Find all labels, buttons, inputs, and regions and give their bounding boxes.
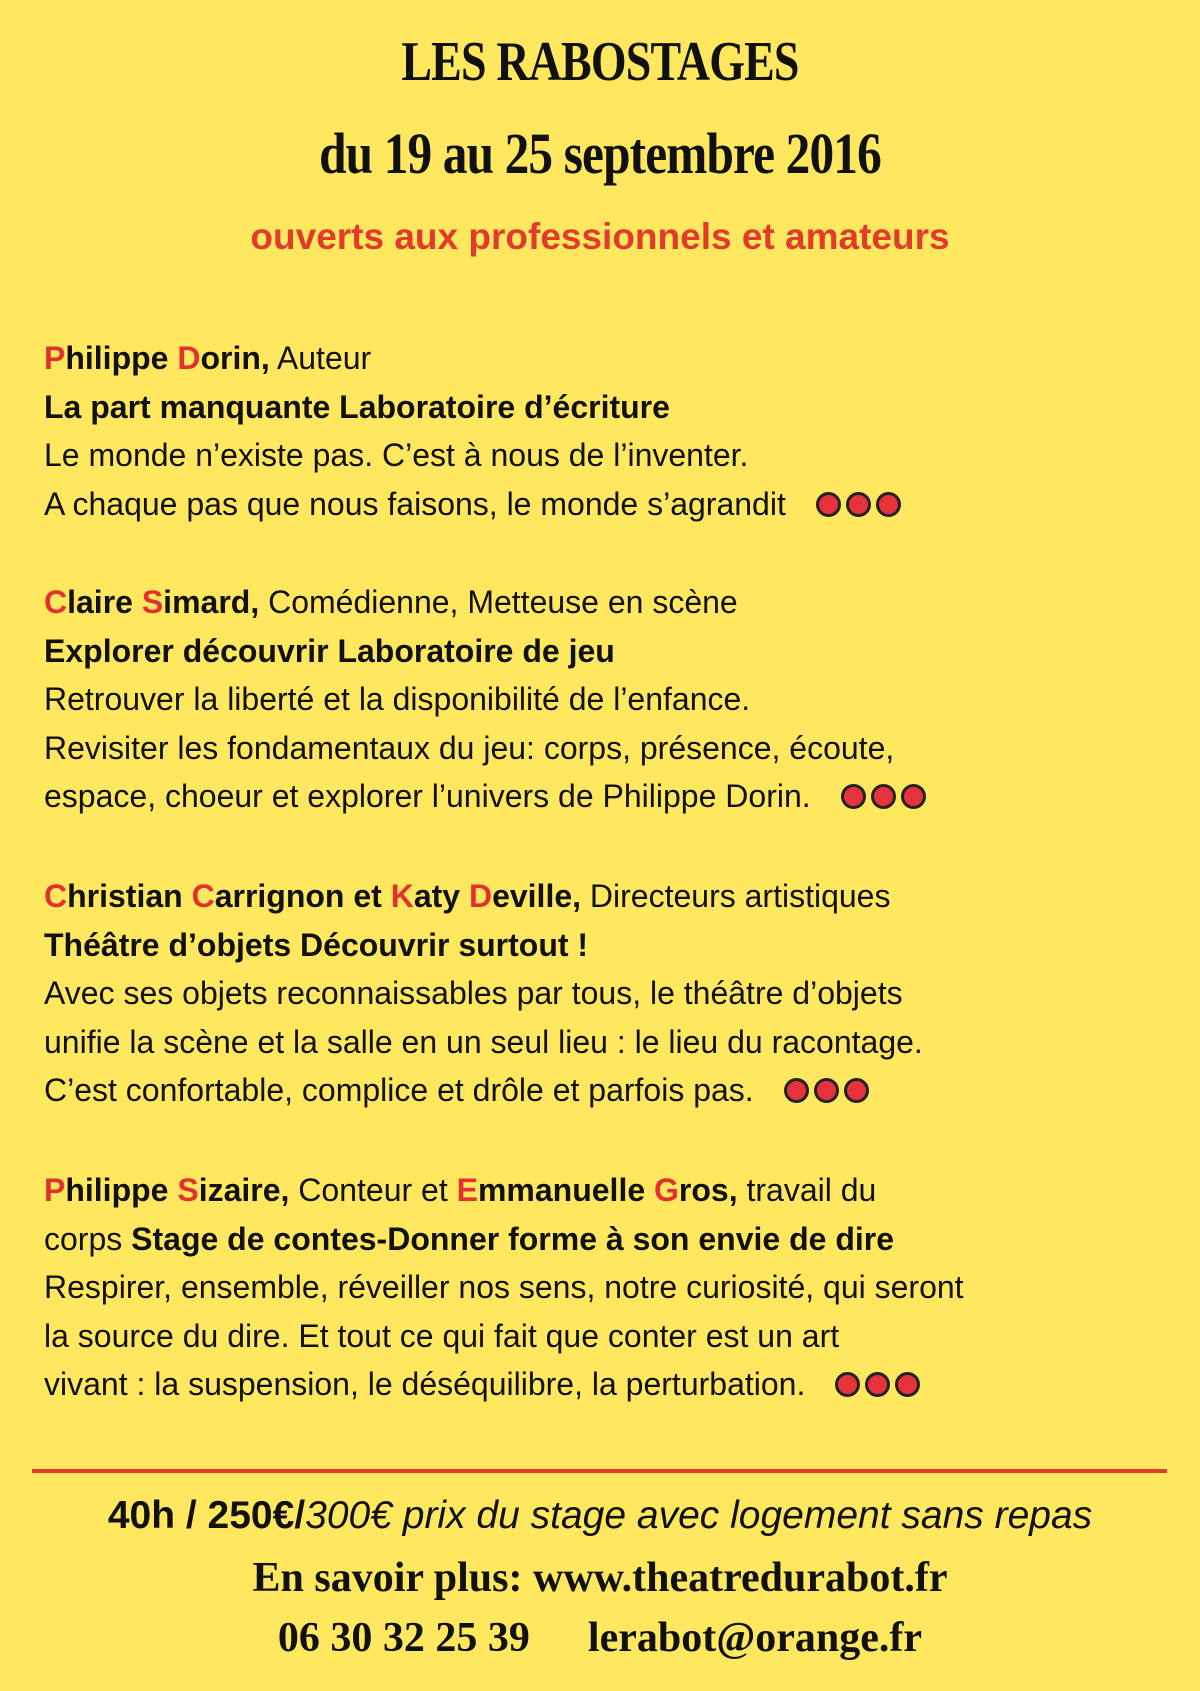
price-line (0, 1494, 1200, 1538)
workshop-title: Explorer découvrir Laboratoire de jeu (44, 632, 615, 669)
initial: C (44, 584, 68, 620)
name-part: mmanuelle (477, 1172, 655, 1208)
divider (32, 1469, 1167, 1473)
name-part: orin, (200, 340, 270, 376)
three-dots-icon (816, 480, 906, 529)
date-range: du 19 au 25 septembre 2016 (319, 121, 881, 186)
name-part: izaire, (198, 1172, 290, 1208)
workshop-description-line: Le monde n’existe pas. C’est à nous de l’inventer. (44, 437, 749, 473)
initial: C (191, 878, 215, 914)
description-text: A chaque pas que nous faisons, le monde s’agrandit (44, 485, 786, 522)
workshop-description-line: la source du dire. Et tout ce qui fait que conter est un art (44, 1317, 840, 1354)
presenter-role: Comédienne, Metteuse en scène (259, 584, 738, 620)
description-text: C’est confortable, complice et drôle et parfois pas. (44, 1072, 754, 1108)
three-dots-icon (835, 1360, 925, 1409)
name-part: arrignon et (214, 878, 391, 914)
workshop-title: Stage de contes-Donner forme à son envie de dire (131, 1220, 894, 1257)
workshop-title-line (44, 1215, 1174, 1264)
title-prefix: corps (44, 1220, 132, 1257)
workshop-carrignon-deville (44, 872, 1174, 1115)
name-part: laire (67, 584, 142, 620)
workshop-description-line (44, 1360, 1174, 1409)
contact-line (0, 1614, 1200, 1662)
workshop-presenters (44, 578, 1174, 627)
name-part: eville, (492, 878, 582, 914)
three-dots-icon (841, 772, 931, 821)
price-bold: 40h / 250€/ (107, 1494, 306, 1537)
initial: P (44, 1172, 66, 1208)
workshop-presenters (44, 872, 1174, 921)
workshop-title: Théâtre d’objets Découvrir surtout ! (44, 926, 589, 963)
initial: K (390, 878, 414, 914)
audience-subtitle: ouverts aux professionnels et amateurs (250, 216, 950, 257)
workshop-description-line (44, 1066, 1174, 1115)
initial: P (44, 340, 66, 376)
workshop-sizaire-gros (44, 1166, 1174, 1409)
initial: D (177, 340, 201, 376)
initial: E (456, 1172, 478, 1208)
description-text: espace, choeur et explorer l’univers de Philippe Dorin. (44, 778, 811, 814)
name-part: hilippe (65, 1172, 178, 1208)
workshop-description-line: unifie la scène et la salle en un seul lieu : le lieu du racontage. (44, 1023, 923, 1060)
presenter-role: Auteur (269, 340, 372, 376)
phone-number[interactable]: 06 30 32 25 39 (277, 1615, 530, 1661)
description-text: vivant : la suspension, le déséquilibre, la perturbation. (44, 1366, 806, 1402)
more-info-link[interactable]: En savoir plus: www.theatredurabot.fr (252, 1555, 948, 1601)
page-title: LES RABOSTAGES (401, 31, 799, 93)
workshop-presenters (44, 1166, 1174, 1215)
name-part: aty (413, 878, 469, 914)
initial: S (141, 584, 164, 620)
initial: C (44, 878, 68, 914)
name-part: hilippe (65, 340, 178, 376)
workshop-description-line (44, 772, 1174, 821)
presenter-role: Directeurs artistiques (581, 878, 891, 914)
name-part: ros, (678, 1172, 738, 1208)
initial: G (654, 1172, 679, 1208)
workshop-description-line: Avec ses objets reconnaissables par tous, le théâtre d’objets (44, 975, 903, 1011)
workshop-dorin (44, 334, 1174, 528)
workshop-presenters (44, 334, 1174, 383)
workshop-title: La part manquante Laboratoire d’écriture (44, 388, 670, 425)
price-details: 300€ prix du stage avec logement sans repas (305, 1494, 1093, 1537)
workshop-simard (44, 578, 1174, 821)
name-part: imard, (163, 584, 260, 620)
presenter-role: travail du (737, 1172, 877, 1208)
name-part: hristian (67, 878, 192, 914)
workshop-description-line (44, 480, 1174, 529)
three-dots-icon (784, 1066, 874, 1115)
initial: S (177, 1172, 199, 1208)
workshop-description-line: Retrouver la liberté et la disponibilité de l’enfance. (44, 681, 751, 717)
workshop-description-line: Respirer, ensemble, réveiller nos sens, notre curiosité, qui seront (44, 1269, 964, 1305)
email-address[interactable]: lerabot@orange.fr (587, 1615, 923, 1661)
workshop-description-line: Revisiter les fondamentaux du jeu: corps, présence, écoute, (44, 729, 895, 766)
initial: D (468, 878, 493, 914)
presenter-role: Conteur et (289, 1172, 457, 1208)
